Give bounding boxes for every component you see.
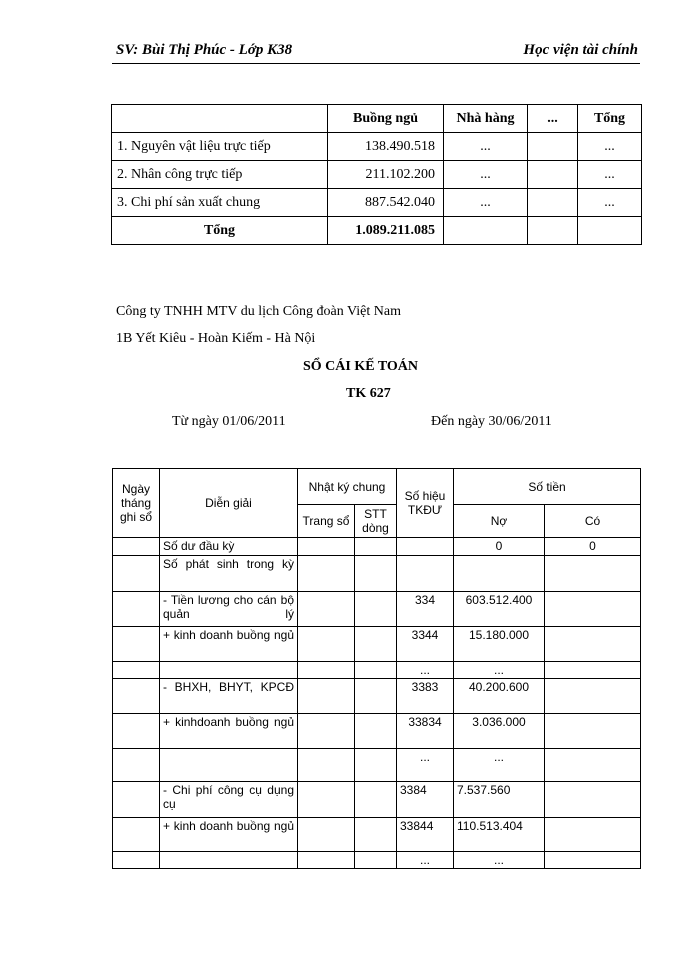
table-row xyxy=(113,818,641,852)
empty-cell xyxy=(298,782,355,818)
empty-cell xyxy=(397,538,454,556)
header-divider xyxy=(112,63,640,64)
cell-value: ... xyxy=(578,161,642,189)
period-from: Từ ngày 01/06/2011 xyxy=(172,414,286,429)
empty-cell xyxy=(298,592,355,627)
row-desc: - BHXH, BHYT, KPCĐ xyxy=(160,679,298,714)
cell-value xyxy=(528,189,578,217)
cell-value xyxy=(528,161,578,189)
debit-value: 3.036.000 xyxy=(454,714,545,749)
table-header-row xyxy=(112,105,642,133)
cost-summary-table xyxy=(111,104,642,245)
table-row xyxy=(113,592,641,627)
empty-cell xyxy=(545,782,641,818)
company-address: 1B Yết Kiêu - Hoàn Kiếm - Hà Nội xyxy=(116,331,316,346)
empty-cell xyxy=(113,627,160,662)
cell-value: ... xyxy=(444,189,528,217)
line-header: STT dòng xyxy=(355,505,397,538)
table-row xyxy=(113,749,641,782)
amount-header: Số tiền xyxy=(454,469,641,505)
total-label: Tổng xyxy=(112,217,328,245)
desc-header: Diễn giải xyxy=(160,469,298,538)
empty-cell xyxy=(355,627,397,662)
total-value: 1.089.211.085 xyxy=(328,217,444,245)
account-no: 3344 xyxy=(397,627,454,662)
empty-cell xyxy=(298,662,355,679)
empty-cell xyxy=(528,217,578,245)
debit-value: ... xyxy=(454,852,545,869)
empty-cell xyxy=(397,556,454,592)
empty-cell xyxy=(113,662,160,679)
ledger-account: TK 627 xyxy=(346,386,391,401)
column-header: Nhà hàng xyxy=(444,105,528,133)
empty-cell xyxy=(113,852,160,869)
empty-cell xyxy=(545,852,641,869)
empty-cell xyxy=(545,714,641,749)
journal-header: Nhật ký chung xyxy=(298,469,397,505)
row-desc: + kinhdoanh buồng ngủ xyxy=(160,714,298,749)
row-label: 3. Chi phí sản xuất chung xyxy=(112,189,328,217)
debit-value: 15.180.000 xyxy=(454,627,545,662)
empty-cell xyxy=(545,679,641,714)
empty-cell xyxy=(355,556,397,592)
column-header: Buồng ngủ xyxy=(328,105,444,133)
empty-cell xyxy=(113,714,160,749)
empty-cell xyxy=(298,818,355,852)
empty-cell xyxy=(113,818,160,852)
column-header: Tổng xyxy=(578,105,642,133)
empty-cell xyxy=(113,749,160,782)
table-row xyxy=(113,852,641,869)
empty-cell xyxy=(160,852,298,869)
empty-cell xyxy=(355,592,397,627)
empty-cell xyxy=(545,662,641,679)
total-row xyxy=(112,217,642,245)
empty-cell xyxy=(113,556,160,592)
table-row xyxy=(112,161,642,189)
row-desc: + kinh doanh buồng ngủ xyxy=(160,627,298,662)
cell-value: 887.542.040 xyxy=(328,189,444,217)
account-no: 334 xyxy=(397,592,454,627)
empty-cell xyxy=(545,627,641,662)
account-no: ... xyxy=(397,749,454,782)
debit-value: ... xyxy=(454,662,545,679)
empty-cell xyxy=(578,217,642,245)
empty-cell xyxy=(298,556,355,592)
empty-cell xyxy=(355,852,397,869)
row-desc: Số phát sinh trong kỳ xyxy=(160,556,298,592)
cell-value: ... xyxy=(444,161,528,189)
empty-cell xyxy=(298,714,355,749)
row-desc: - Tiền lương cho cán bộ quản lý xyxy=(160,592,298,627)
empty-cell xyxy=(545,592,641,627)
debit-value: 7.537.560 xyxy=(454,782,545,818)
debit-header: Nợ xyxy=(454,505,545,538)
row-desc: Số dư đầu kỳ xyxy=(160,538,298,556)
cell-value xyxy=(528,133,578,161)
empty-cell xyxy=(355,538,397,556)
debit-value: 40.200.600 xyxy=(454,679,545,714)
credit-header: Có xyxy=(545,505,641,538)
empty-cell xyxy=(298,852,355,869)
table-row xyxy=(113,556,641,592)
company-name: Công ty TNHH MTV du lịch Công đoàn Việt Nam xyxy=(116,304,401,319)
empty-cell xyxy=(355,662,397,679)
empty-cell xyxy=(113,592,160,627)
empty-cell xyxy=(160,749,298,782)
page-header xyxy=(112,42,640,62)
credit-value: 0 xyxy=(545,538,641,556)
table-row xyxy=(112,133,642,161)
table-row xyxy=(113,627,641,662)
cell-value: ... xyxy=(578,189,642,217)
row-label: 2. Nhân công trực tiếp xyxy=(112,161,328,189)
table-row xyxy=(113,714,641,749)
account-no: ... xyxy=(397,662,454,679)
cell-value: ... xyxy=(444,133,528,161)
institution-name: Học viện tài chính xyxy=(523,42,638,58)
row-label: 1. Nguyên vật liệu trực tiếp xyxy=(112,133,328,161)
empty-cell xyxy=(113,538,160,556)
page-header: Trang sổ xyxy=(298,505,355,538)
account-no: ... xyxy=(397,852,454,869)
table-row xyxy=(113,679,641,714)
empty-cell xyxy=(355,679,397,714)
student-info: SV: Bùi Thị Phúc - Lớp K38 xyxy=(116,42,293,58)
empty-cell xyxy=(545,749,641,782)
empty-cell xyxy=(454,556,545,592)
debit-value: ... xyxy=(454,749,545,782)
empty-cell xyxy=(355,714,397,749)
table-header-row xyxy=(113,469,641,505)
empty-cell xyxy=(355,818,397,852)
empty-cell xyxy=(545,556,641,592)
empty-cell xyxy=(160,662,298,679)
account-no: 3384 xyxy=(397,782,454,818)
empty-cell xyxy=(113,782,160,818)
ledger-title: SỔ CÁI KẾ TOÁN xyxy=(303,359,419,374)
period-to: Đến ngày 30/06/2011 xyxy=(431,414,552,429)
account-no: 3383 xyxy=(397,679,454,714)
cell-value: 211.102.200 xyxy=(328,161,444,189)
debit-value: 110.513.404 xyxy=(454,818,545,852)
empty-cell xyxy=(113,679,160,714)
row-desc: + kinh doanh buồng ngủ xyxy=(160,818,298,852)
date-header: Ngày tháng ghi sổ xyxy=(113,469,160,538)
debit-value: 603.512.400 xyxy=(454,592,545,627)
cell-value: ... xyxy=(578,133,642,161)
table-row xyxy=(113,538,641,556)
empty-cell xyxy=(444,217,528,245)
empty-cell xyxy=(355,749,397,782)
account-no: 33834 xyxy=(397,714,454,749)
empty-cell xyxy=(298,538,355,556)
empty-cell xyxy=(298,679,355,714)
debit-value: 0 xyxy=(454,538,545,556)
ledger-table xyxy=(112,468,641,869)
row-desc: - Chi phí công cụ dụng cụ xyxy=(160,782,298,818)
table-row xyxy=(113,662,641,679)
account-no-header: Số hiệu TKĐƯ xyxy=(397,469,454,538)
column-header: ... xyxy=(528,105,578,133)
table-row xyxy=(113,782,641,818)
account-no: 33844 xyxy=(397,818,454,852)
cell-value: 138.490.518 xyxy=(328,133,444,161)
empty-cell xyxy=(545,818,641,852)
empty-cell xyxy=(298,627,355,662)
empty-cell xyxy=(355,782,397,818)
column-header xyxy=(112,105,328,133)
table-row xyxy=(112,189,642,217)
empty-cell xyxy=(298,749,355,782)
